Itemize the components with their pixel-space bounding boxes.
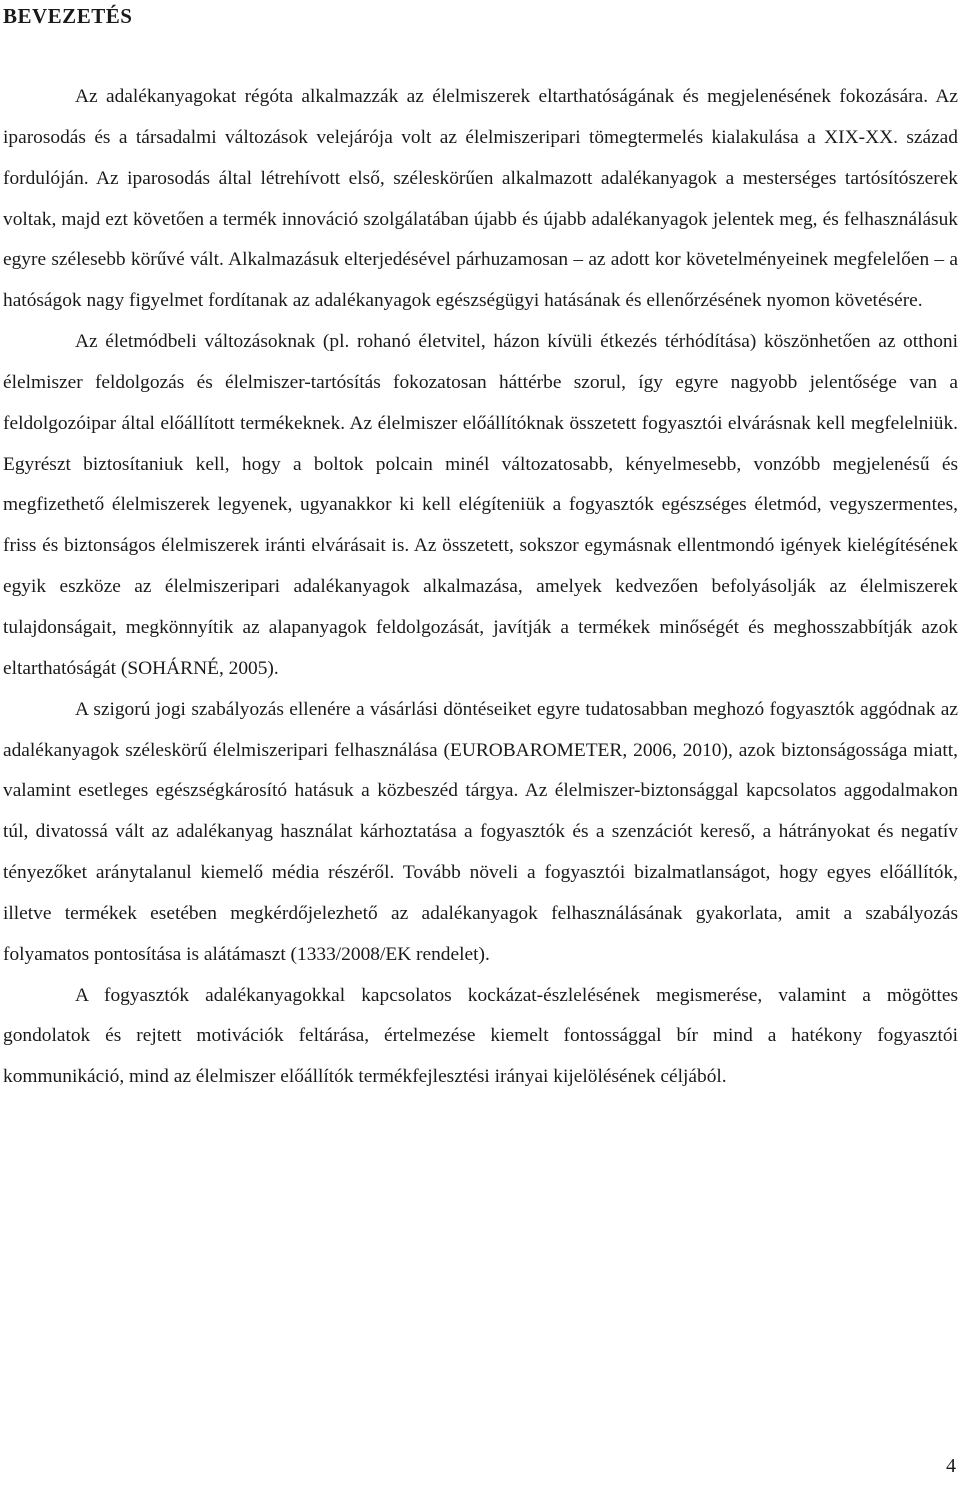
section-heading: BEVEZETÉS bbox=[3, 4, 133, 28]
paragraph-3: A szigorú jogi szabályozás ellenére a vásárlási döntéseiket egyre tudatosabban meghozó fogyasztók aggódnak az adalékanyagok széleskörű élelmiszeripari felhasználása (EUROBAROMETER, 2006, 2010), azok biztonságossága miatt, valamint esetleges egészségkárosító hatásuk a közbeszéd tárgya. Az élelmiszer-biztonsággal kapcsolatos aggodalmakon túl, divatossá vált az adalékanyag használat kárhoztatása a fogyasztók és a szenzációt kereső, a hátrányokat és negatív tényezőket aránytalanul kiemelő média részéről. Tovább növeli a fogyasztói bizalmatlanságot, hogy egyes előállítók, illetve termékek esetében megkérdőjelezhető az adalékanyagok felhasználásának gyakorlata, amit a szabályozás folyamatos pontosítása is alátámaszt (1333/2008/EK rendelet). bbox=[3, 698, 958, 965]
paragraph-1: Az adalékanyagokat régóta alkalmazzák az élelmiszerek eltarthatóságának és megjelenésének fokozására. Az iparosodás és a társadalmi változások velejárója volt az élelmiszeripari tömegtermelés kialakulása a XIX-XX. század fordulóján. Az iparosodás által létrehívott első, széleskörűen alkalmazott adalékanyagok a mesterséges tartósítószerek voltak, majd ezt követően a termék innováció szolgálatában újabb és újabb adalékanyagok jelentek meg, és felhasználásuk egyre szélesebb körűvé vált. Alkalmazásuk elterjedésével párhuzamosan – az adott kor követelményeinek megfelelően – a hatóságok nagy figyelmet fordítanak az adalékanyagok egészségügyi hatásának és ellenőrzésének nyomon követésére. bbox=[3, 86, 958, 312]
paragraph-2: Az életmódbeli változásoknak (pl. rohanó életvitel, házon kívüli étkezés térhódítása) köszönhetően az otthoni élelmiszer feldolgozás és élelmiszer-tartósítás fokozatosan háttérbe szorul, így egyre nagyobb jelentősége van a feldolgozóipar által előállított termékeknek. Az élelmiszer előállítóknak összetett fogyasztói elvárásnak kell megfelelniük. Egyrészt biztosítaniuk kell, hogy a boltok polcain minél változatosabb, kényelmesebb, vonzóbb megjelenésű és megfizethető élelmiszerek legyenek, ugyanakkor ki kell elégíteniük a fogyasztók egészséges életmód, vegyszermentes, friss és biztonságos élelmiszerek iránti elvárásait is. Az összetett, sokszor egymásnak ellentmondó igények kielégítésének egyik eszköze az élelmiszeripari adalékanyagok alkalmazása, amelyek kedvezően befolyásolják az élelmiszerek tulajdonságait, megkönnyítik az alapanyagok feldolgozását, javítják a termékek minőségét és meghosszabbítják azok eltarthatóságát (SOHÁRNÉ, 2005). bbox=[3, 331, 958, 679]
paragraph-4: A fogyasztók adalékanyagokkal kapcsolatos kockázat-észlelésének megismerése, valamint a mögöttes gondolatok és rejtett motivációk feltárása, értelmezése kiemelt fontossággal bír mind a hatékony fogyasztói kommunikáció, mind az élelmiszer előállítók termékfejlesztési irányai kijelölésének céljából. bbox=[3, 984, 958, 1088]
body-text bbox=[3, 77, 958, 1098]
page-number: 4 bbox=[946, 1455, 956, 1477]
